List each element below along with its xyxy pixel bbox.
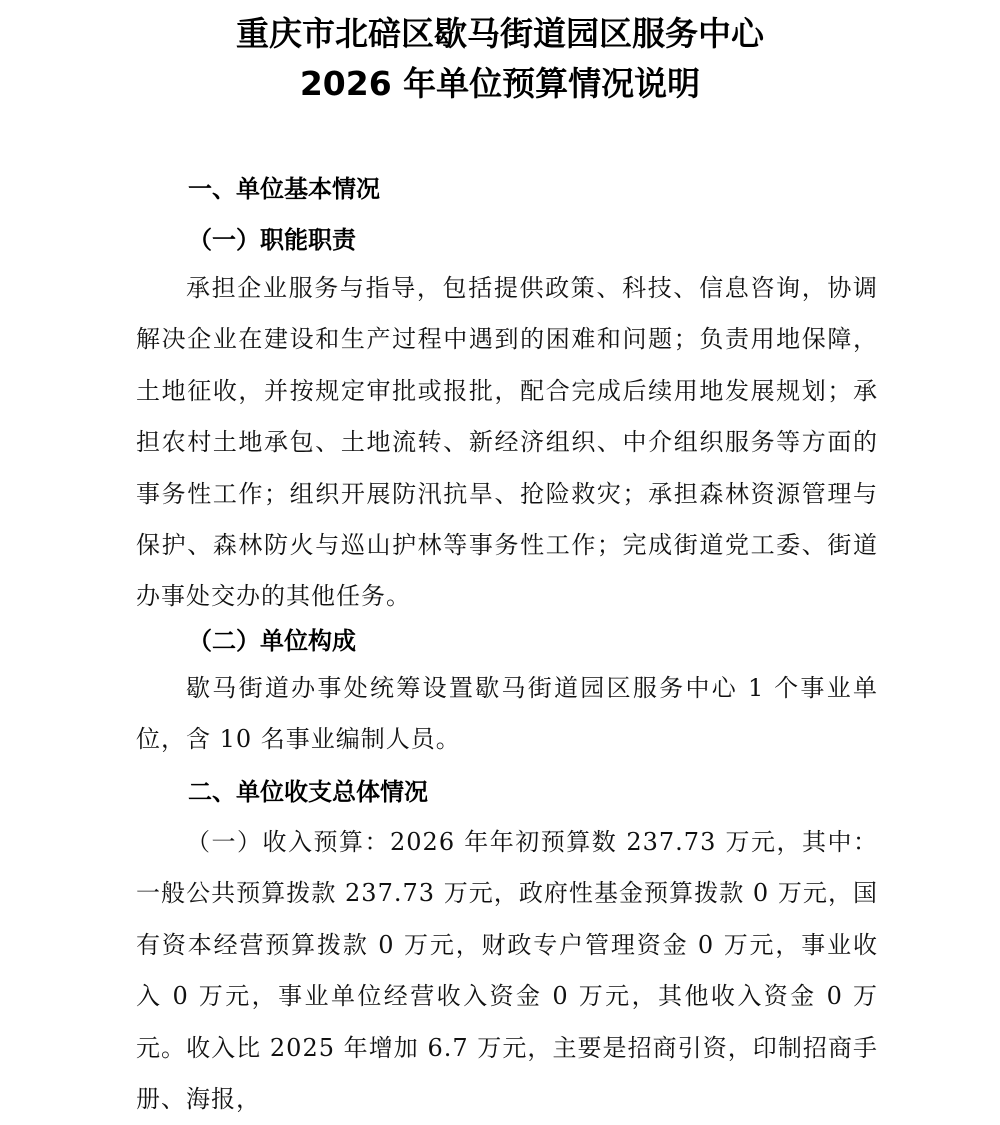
section1-duties-paragraph: 承担企业服务与指导，包括提供政策、科技、信息咨询，协调解决企业在建设和生产过程中遇到的困难和问题；负责用地保障，土地征收，并按规定审批或报批，配合完成后续用地发展规划；承担农村土地承包、土地流转、新经济组织、中介组织服务等方面的事务性工作；组织开展防汛抗旱、抢险救灾；承担森林资源管理与保护、森林防火与巡山护林等事务性工作；完成街道党工委、街道办事处交办的其他任务。 — [136, 274, 878, 611]
section2-income-paragraph: （一）收入预算：2026 年年初预算数 237.73 万元，其中：一般公共预算拨款 237.73 万元，政府性基金预算拨款 0 万元，国有资本经营预算拨款 0 万元，财政专户管理资金 0 万元，事业收入 0 万元，事业单位经营收入资金 0 万元，其他收入资金 0 万元。收入比 2025 年增加 6.7 万元，主要是招商引资，印制招商手册、海报， — [136, 828, 878, 1114]
section1-subheading-duties: （一）职能职责 — [188, 225, 356, 254]
section1-subheading-composition: （二）单位构成 — [188, 627, 356, 655]
document-title-line1: 重庆市北碚区歇马街道园区服务中心 — [236, 14, 764, 53]
document-title-line2: 2026 年单位预算情况说明 — [299, 64, 701, 103]
section2-heading: 二、单位收支总体情况 — [188, 778, 428, 806]
section1-heading: 一、单位基本情况 — [188, 175, 380, 203]
section1-composition-paragraph: 歇马街道办事处统筹设置歇马街道园区服务中心 1 个事业单位，含 10 名事业编制人员。 — [136, 674, 878, 754]
